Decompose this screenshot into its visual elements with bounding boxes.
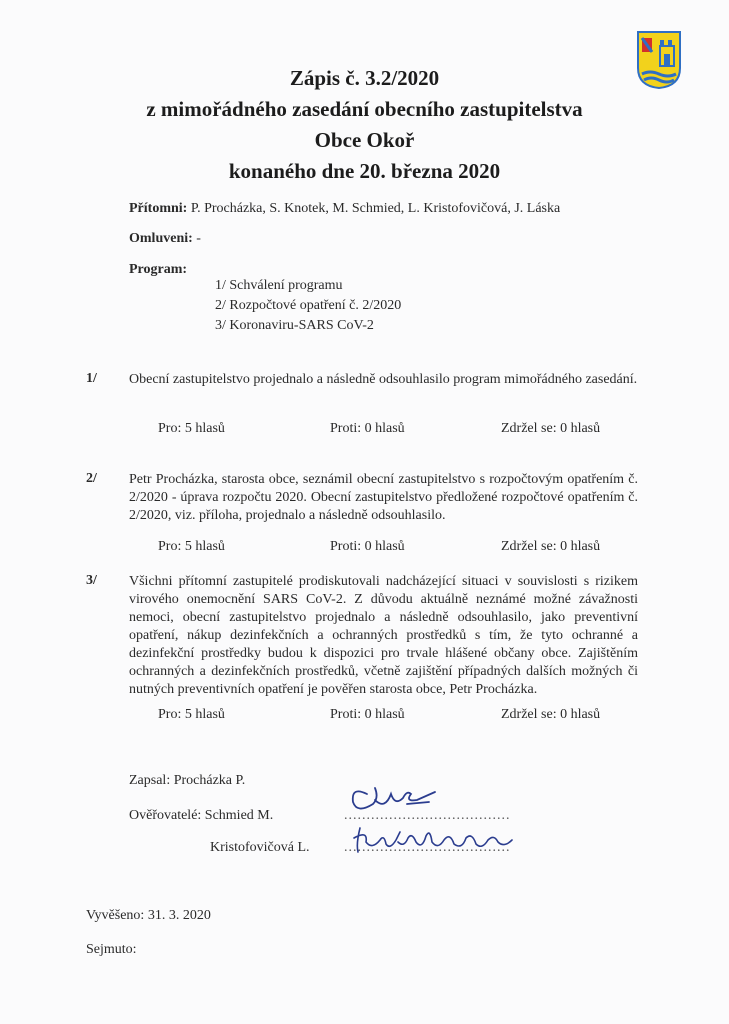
posted-date: Vyvěšeno: 31. 3. 2020	[86, 908, 211, 923]
program-item: 3/ Koronaviru-SARS CoV-2	[215, 318, 374, 333]
verifier-2: Kristofovičová L.	[210, 840, 310, 855]
point-text: Obecní zastupitelstvo projednalo a následně odsouhlasilo program mimořádného zasedání.	[129, 372, 638, 387]
signature-line: .....................................	[344, 840, 511, 855]
signature-line: .....................................	[344, 808, 511, 823]
program-item: 1/ Schválení programu	[215, 278, 343, 293]
program-label: Program:	[129, 262, 188, 277]
excused-label: Omluveni:	[129, 231, 193, 246]
point-number: 3/	[86, 573, 97, 588]
excused-row	[129, 231, 201, 247]
vote-pro: Pro: 5 hlasů	[158, 421, 225, 436]
vote-proti: Proti: 0 hlasů	[330, 539, 405, 554]
document-title: Zápis č. 3.2/2020	[289, 66, 440, 90]
program-item: 2/ Rozpočtové opatření č. 2/2020	[215, 298, 402, 313]
point-text: Všichni přítomní zastupitelé prodiskutovali nadcházející situaci v souvislosti s rizikem virového onemocnění SARS CoV-2. Z důvodu aktuálně neznámé možné závažnosti nemoci, obecní zastupitelstvo projednalo a následně odsouhlasilo, jako preventivní opatření, nákup dezinfekčních a ochranných prostředků s tím, že tyto ochranné a dezinfekční prostředky budou k dispozici pro trvale hlášené občany obce. Zajištěním ochranných a dezinfekčních prostředků, včetně zajištění případných dalších možných či nutných preventivních opatření je pověřen starosta obce, Petr Procházka.	[129, 574, 638, 697]
present-label: Přítomni:	[129, 201, 188, 216]
point-number: 1/	[86, 371, 97, 386]
vote-zdrzel: Zdržel se: 0 hlasů	[501, 421, 601, 436]
excused-value: -	[196, 231, 201, 246]
vote-proti: Proti: 0 hlasů	[330, 421, 405, 436]
verifiers-label: Ověřovatelé: Schmied M.	[129, 808, 274, 823]
vote-zdrzel: Zdržel se: 0 hlasů	[501, 707, 601, 722]
vote-pro: Pro: 5 hlasů	[158, 539, 225, 554]
point-text: Petr Procházka, starosta obce, seznámil obecní zastupitelstvo s rozpočtovým opatřením č. 2/2020 - úprava rozpočtu 2020. Obecní zastupitelstvo předložené rozpočtové opatřením č. 2/2020, viz. příloha, projednalo a následně odsouhlasilo.	[129, 472, 638, 523]
municipality-name: Obce Okoř	[314, 128, 415, 152]
vote-proti: Proti: 0 hlasů	[330, 707, 405, 722]
document-subtitle: z mimořádného zasedání obecního zastupitelstva	[146, 97, 583, 121]
recorded-by: Zapsal: Procházka P.	[129, 773, 246, 788]
removed-date: Sejmuto:	[86, 942, 137, 957]
point-number: 2/	[86, 471, 97, 486]
meeting-date: konaného dne 20. března 2020	[228, 159, 501, 183]
vote-zdrzel: Zdržel se: 0 hlasů	[501, 539, 601, 554]
signature-schmied	[345, 780, 445, 820]
present-value: P. Procházka, S. Knotek, M. Schmied, L. Kristofovičová, J. Láska	[190, 201, 561, 216]
signature-kristofovicova	[346, 822, 526, 858]
present-row	[129, 201, 560, 217]
vote-pro: Pro: 5 hlasů	[158, 707, 225, 722]
